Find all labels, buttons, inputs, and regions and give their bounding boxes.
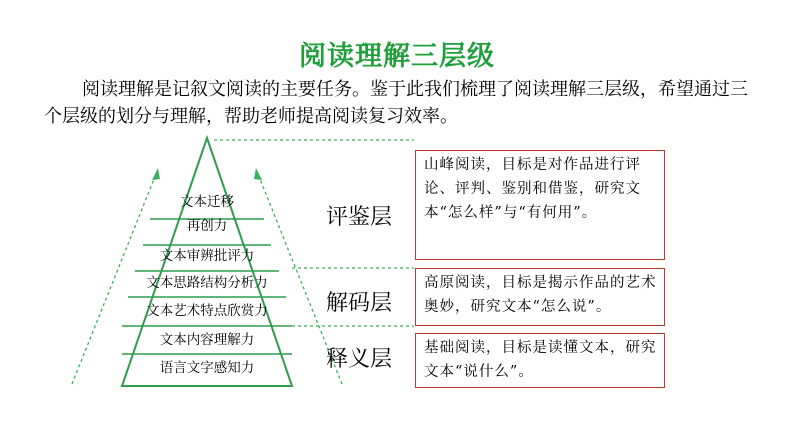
left-arrow-head (152, 168, 160, 180)
layer-desc-decoding: 高原阅读，目标是揭示作品的艺术奥妙，研究文本“怎么说”。 (415, 268, 665, 326)
pyramid-top-line1: 文本迁移 (180, 194, 234, 210)
layer-desc-interpretation: 基础阅读，目标是读懂文本，研究文本“说什么”。 (415, 333, 665, 388)
pyramid-level: 文本思路结构分析力 (146, 275, 268, 291)
layer-name-decoding: 解码层 (326, 291, 393, 316)
layer-name-interpretation: 释义层 (326, 347, 393, 372)
page-title: 阅读理解三层级 (299, 41, 495, 72)
layer-desc-evaluation: 山峰阅读，目标是对作品进行评论、评判、鉴别和借鉴，研究文本“怎么样”与“有何用”。 (415, 150, 665, 260)
pyramid-level: 语言文字感知力 (159, 360, 255, 376)
layer-name-evaluation: 评鉴层 (326, 205, 393, 230)
right-arrow-head (254, 168, 262, 180)
pyramid-level: 文本艺术特点欣赏力 (146, 303, 268, 319)
pyramid-level: 文本内容理解力 (159, 332, 255, 348)
pyramid-top-line2: 再创力 (186, 218, 228, 234)
pyramid-level: 文本审辨批评力 (159, 248, 255, 264)
intro-paragraph: 阅读理解是记叙文阅读的主要任务。鉴于此我们梳理了阅读理解三层级，希望通过三个层级的划分与理解，帮助老师提高阅读复习效率。 (44, 79, 748, 127)
